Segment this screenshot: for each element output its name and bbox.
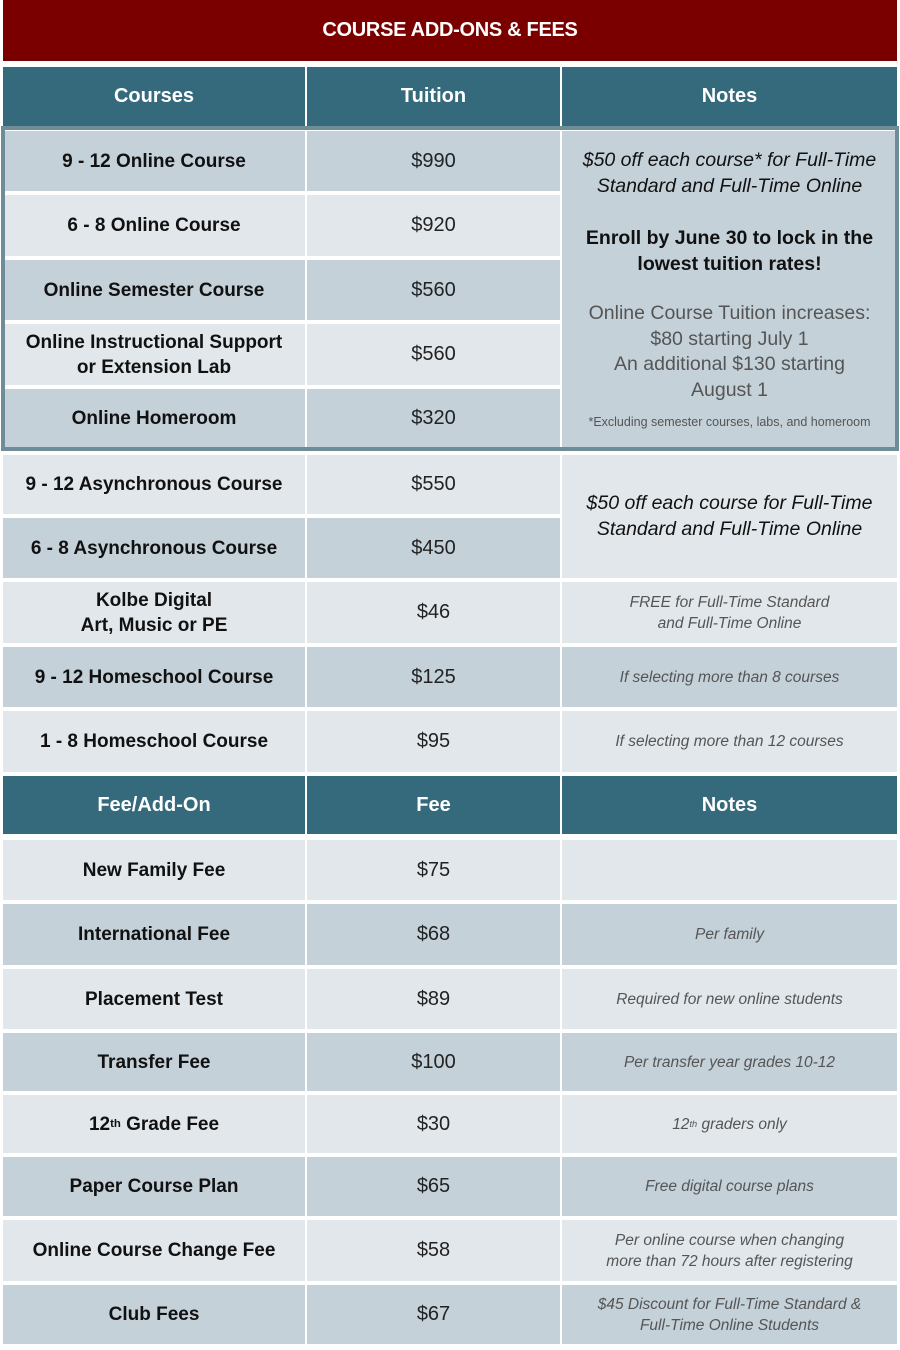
fee-notes-column-header: Notes	[562, 776, 897, 834]
course-name: 1 - 8 Homeschool Course	[3, 711, 305, 772]
course-name: Online Homeroom	[3, 389, 305, 448]
course-tuition: $920	[307, 195, 560, 256]
fee-name-number: 12	[88, 1113, 111, 1135]
fee-name-rest: Grade Fee	[120, 1113, 220, 1135]
tuition-increase-line4: August 1	[691, 378, 768, 401]
fee-name: Online Course Change Fee	[3, 1220, 305, 1281]
course-tuition: $125	[307, 647, 560, 707]
fee-note-line1: $45 Discount for Full-Time Standard &	[597, 1295, 862, 1313]
course-note-line2: and Full-Time Online	[657, 614, 802, 632]
course-name	[3, 582, 305, 643]
fee-note: Required for new online students	[562, 969, 897, 1029]
course-name: 6 - 8 Asynchronous Course	[3, 518, 305, 578]
course-name-line2: or Extension Lab	[76, 356, 232, 378]
tuition-increase-line2: $80 starting July 1	[650, 327, 809, 350]
fee-note	[562, 840, 897, 900]
fee-note-line1: Per online course when changing	[614, 1231, 845, 1249]
online-course-notes	[562, 131, 897, 448]
fee-name: International Fee	[3, 904, 305, 965]
fee-note: Per family	[562, 904, 897, 965]
course-name-line2: Art, Music or PE	[80, 614, 228, 636]
async-discount-line1: $50 off each course for Full-Time	[586, 492, 873, 514]
course-note-line1: FREE for Full-Time Standard	[629, 593, 830, 611]
fee-name: Placement Test	[3, 969, 305, 1029]
fee-name: Club Fees	[3, 1285, 305, 1344]
fee-note: Free digital course plans	[562, 1157, 897, 1216]
tuition-increase-line1: Online Course Tuition increases:	[588, 302, 871, 324]
course-tuition: $450	[307, 518, 560, 578]
course-name: Online Semester Course	[3, 260, 305, 320]
fee-amount: $67	[307, 1285, 560, 1344]
fee-note-number: 12	[672, 1115, 690, 1133]
fee-note	[562, 1220, 897, 1281]
courses-column-header: Courses	[3, 67, 305, 126]
fee-amount: $65	[307, 1157, 560, 1216]
course-name: 9 - 12 Online Course	[3, 131, 305, 191]
tuition-column-header: Tuition	[307, 67, 560, 126]
enroll-deadline-line1: Enroll by June 30 to lock in the	[585, 227, 874, 249]
page-title: COURSE ADD-ONS & FEES	[3, 0, 897, 61]
course-tuition: $990	[307, 131, 560, 191]
fee-note: 12 th graders only	[562, 1095, 897, 1153]
fee-addon-column-header: Fee/Add-On	[3, 776, 305, 834]
course-name-line1: Kolbe Digital	[95, 589, 213, 611]
course-note: If selecting more than 8 courses	[562, 647, 897, 707]
course-note	[562, 582, 897, 643]
fee-column-header: Fee	[307, 776, 560, 834]
course-name-line1: Online Instructional Support	[25, 331, 283, 353]
course-tuition: $320	[307, 389, 560, 448]
fee-note	[562, 1285, 897, 1344]
notes-column-header: Notes	[562, 67, 897, 126]
fee-amount: $68	[307, 904, 560, 965]
fee-amount: $30	[307, 1095, 560, 1153]
course-note: If selecting more than 12 courses	[562, 711, 897, 772]
enroll-deadline-line2: lowest tuition rates!	[637, 253, 822, 275]
fee-name: Paper Course Plan	[3, 1157, 305, 1216]
fee-amount: $89	[307, 969, 560, 1029]
course-tuition: $95	[307, 711, 560, 772]
course-name: 9 - 12 Homeschool Course	[3, 647, 305, 707]
fee-amount: $100	[307, 1033, 560, 1091]
async-course-notes	[562, 455, 897, 578]
fee-name: Transfer Fee	[3, 1033, 305, 1091]
async-discount-line2: Standard and Full-Time Online	[596, 518, 863, 540]
fee-amount: $58	[307, 1220, 560, 1281]
course-name: 6 - 8 Online Course	[3, 195, 305, 256]
fee-note-rest: graders only	[697, 1115, 787, 1133]
course-name: 9 - 12 Asynchronous Course	[3, 455, 305, 514]
online-discount-line1: $50 off each course* for Full-Time	[582, 149, 877, 171]
tuition-increase-line3: An additional $130 starting	[614, 353, 845, 375]
fee-note-line2: more than 72 hours after registering	[606, 1252, 853, 1270]
fee-note: Per transfer year grades 10-12	[562, 1033, 897, 1091]
fee-name: 12 th Grade Fee	[3, 1095, 305, 1153]
fee-name: New Family Fee	[3, 840, 305, 900]
course-name	[3, 324, 305, 385]
online-discount-line2: Standard and Full-Time Online	[596, 175, 863, 197]
fee-note-line2: Full-Time Online Students	[639, 1316, 820, 1334]
course-tuition: $46	[307, 582, 560, 643]
course-tuition: $560	[307, 324, 560, 385]
online-notes-footnote: *Excluding semester courses, labs, and homeroom	[588, 415, 871, 429]
fee-amount: $75	[307, 840, 560, 900]
course-tuition: $560	[307, 260, 560, 320]
course-tuition: $550	[307, 455, 560, 514]
